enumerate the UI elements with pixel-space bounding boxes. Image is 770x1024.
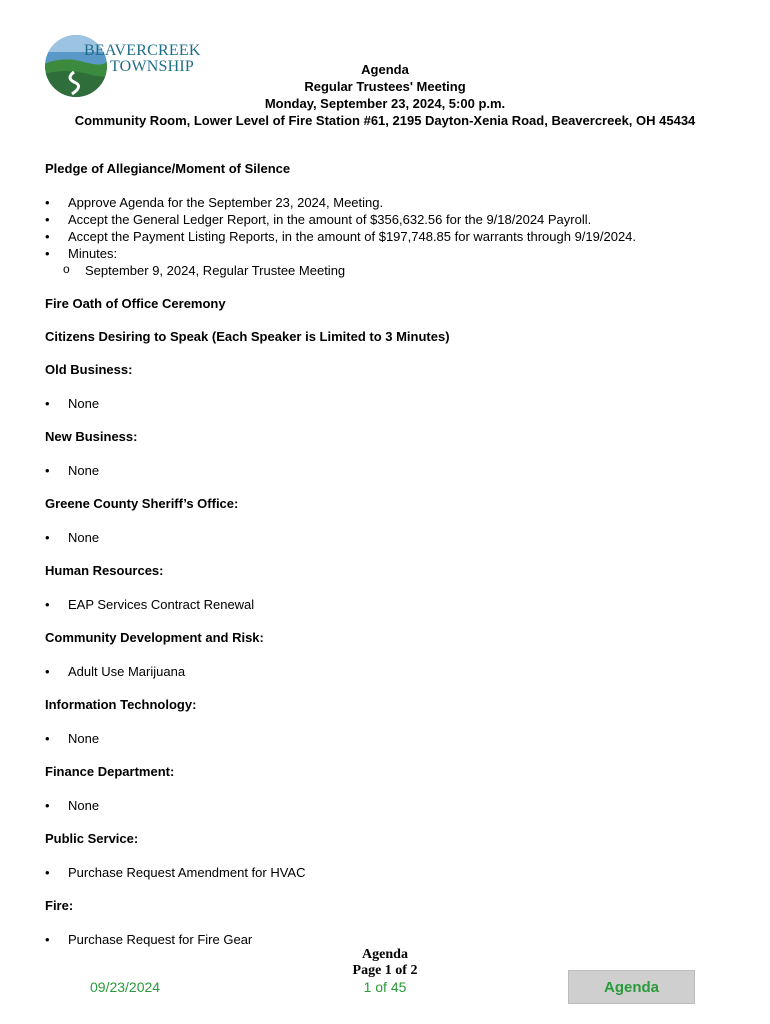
list-item: o September 9, 2024, Regular Trustee Meeting (45, 262, 735, 279)
public-service-heading: Public Service: (45, 831, 139, 846)
citizens-heading: Citizens Desiring to Speak (Each Speaker is Limited to 3 Minutes) (45, 329, 450, 344)
list-item: • EAP Services Contract Renewal (45, 596, 735, 613)
list-item: • None (45, 395, 735, 412)
fire-heading: Fire: (45, 898, 74, 913)
list-item: • None (45, 730, 735, 747)
footer-document-pages: 1 of 45 (363, 979, 407, 995)
pledge-heading: Pledge of Allegiance/Moment of Silence (45, 161, 291, 176)
logo-line-2: TOWNSHIP (110, 58, 194, 75)
agenda-body (45, 161, 735, 948)
list-item: • Purchase Request Amendment for HVAC (45, 864, 735, 881)
header-date: Monday, September 23, 2024, 5:00 p.m. (264, 96, 506, 111)
footer-page-number: Page 1 of 2 (352, 963, 418, 978)
footer-agenda-label: Agenda (362, 947, 408, 962)
new-business-heading: New Business: (45, 429, 138, 444)
list-item: • None (45, 529, 735, 546)
list-item: • Accept the Payment Listing Reports, in the amount of $197,748.85 for warrants through 9/19/2024. (45, 228, 735, 245)
old-business-heading: Old Business: (45, 362, 133, 377)
list-item: • None (45, 462, 735, 479)
community-heading: Community Development and Risk: (45, 630, 264, 645)
fire-oath-heading: Fire Oath of Office Ceremony (45, 296, 226, 311)
logo-line-1: BEAVERCREEK (84, 42, 201, 59)
list-item: • Purchase Request for Fire Gear (45, 931, 735, 948)
hr-heading: Human Resources: (45, 563, 164, 578)
sheriff-heading: Greene County Sheriff’s Office: (45, 496, 239, 511)
agenda-button[interactable]: Agenda (568, 970, 695, 1004)
list-item: • None (45, 797, 735, 814)
finance-heading: Finance Department: (45, 764, 175, 779)
consent-list (45, 194, 735, 262)
header-location: Community Room, Lower Level of Fire Station #61, 2195 Dayton-Xenia Road, Beavercreek, OH 45434 (74, 113, 696, 128)
it-heading: Information Technology: (45, 697, 197, 712)
footer-date: 09/23/2024 (90, 979, 161, 995)
header-title: Agenda (361, 62, 409, 77)
agenda-header (0, 58, 770, 129)
list-item: • Adult Use Marijuana (45, 663, 735, 680)
header-subtitle: Regular Trustees' Meeting (304, 79, 466, 94)
list-item: • Approve Agenda for the September 23, 2024, Meeting. (45, 194, 735, 211)
minutes-sublist (45, 262, 735, 279)
list-item: • Accept the General Ledger Report, in the amount of $356,632.56 for the 9/18/2024 Payroll. (45, 211, 735, 228)
list-item: • Minutes: (45, 245, 735, 262)
